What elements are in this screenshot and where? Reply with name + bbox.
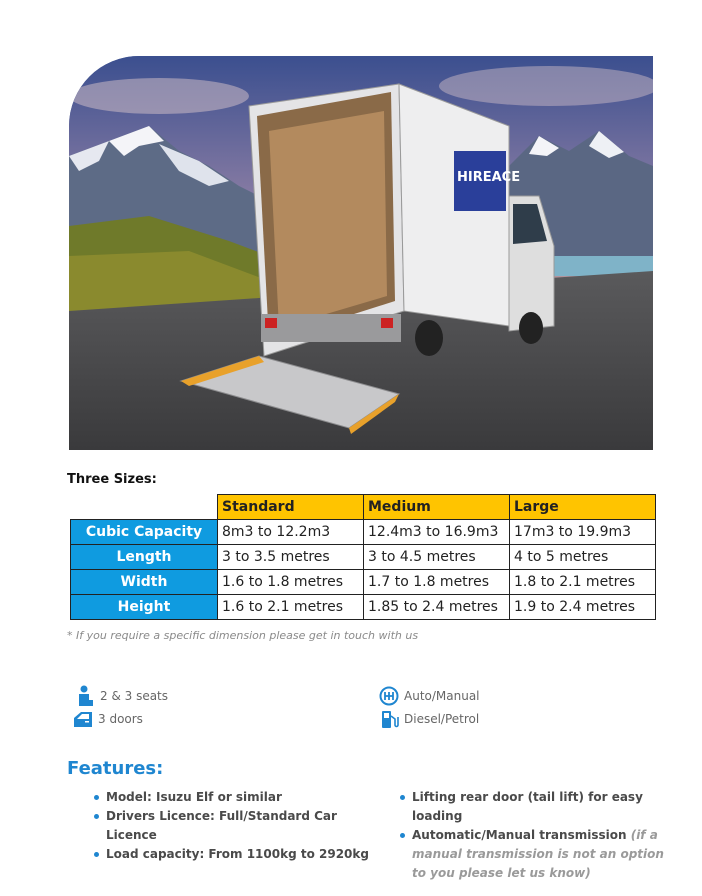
list-item: Drivers Licence: Full/Standard Car Licence [92,807,382,845]
table-cell: 8m3 to 12.2m3 [218,519,364,544]
transmission-feature-label: Automatic/Manual transmission [412,828,627,842]
table-corner [71,495,218,520]
table-cell: 17m3 to 19.9m3 [510,519,656,544]
table-cell: 3 to 4.5 metres [364,544,510,569]
spec-fuel-label: Diesel/Petrol [404,712,480,726]
features-list-right [398,788,678,883]
table-row [71,594,656,619]
table-row [71,519,656,544]
list-item: Model: Isuzu Elf or similar [92,788,382,807]
transmission-feature-note: (if a manual transmission is not an option to you please let us know) [412,828,664,880]
table-cell: 1.6 to 2.1 metres [218,594,364,619]
person-seat-icon [74,685,96,707]
table-cell: 4 to 5 metres [510,544,656,569]
spec-transmission [378,685,480,707]
dimension-footnote: * If you require a specific dimension please get in touch with us [67,629,419,642]
list-item: Load capacity: From 1100kg to 2920kg [92,845,382,864]
table-cell: 3 to 3.5 metres [218,544,364,569]
table-row [71,544,656,569]
truck-brand-text: HIREACE [457,170,521,185]
spec-fuel [378,708,479,730]
table-cell: 1.7 to 1.8 metres [364,569,510,594]
spec-seats-label: 2 & 3 seats [100,689,169,703]
column-header-standard: Standard [218,495,364,520]
table-cell: 12.4m3 to 16.9m3 [364,519,510,544]
table-cell: 1.85 to 2.4 metres [364,594,510,619]
hero-image [69,56,653,450]
column-header-large: Large [510,495,656,520]
spec-doors-label: 3 doors [98,712,143,726]
sizes-table [70,494,656,620]
table-cell: 1.6 to 1.8 metres [218,569,364,594]
car-door-icon [72,708,94,730]
row-header-length: Length [71,544,218,569]
table-header-row [71,495,656,520]
spec-transmission-label: Auto/Manual [404,689,480,703]
list-item: Lifting rear door (tail lift) for easy loading [398,788,678,826]
table-cell: 1.8 to 2.1 metres [510,569,656,594]
gearbox-icon [378,685,400,707]
row-header-cubic-capacity: Cubic Capacity [71,519,218,544]
features-list-left [92,788,382,864]
row-header-height: Height [71,594,218,619]
table-row [71,569,656,594]
spec-doors [72,708,143,730]
row-header-width: Width [71,569,218,594]
fuel-pump-icon [378,708,400,730]
sizes-title: Three Sizes: [67,472,157,487]
features-title: Features: [67,758,164,779]
truck-illustration [69,56,653,450]
spec-seats [74,685,168,707]
table-cell: 1.9 to 2.4 metres [510,594,656,619]
column-header-medium: Medium [364,495,510,520]
list-item [398,826,678,883]
